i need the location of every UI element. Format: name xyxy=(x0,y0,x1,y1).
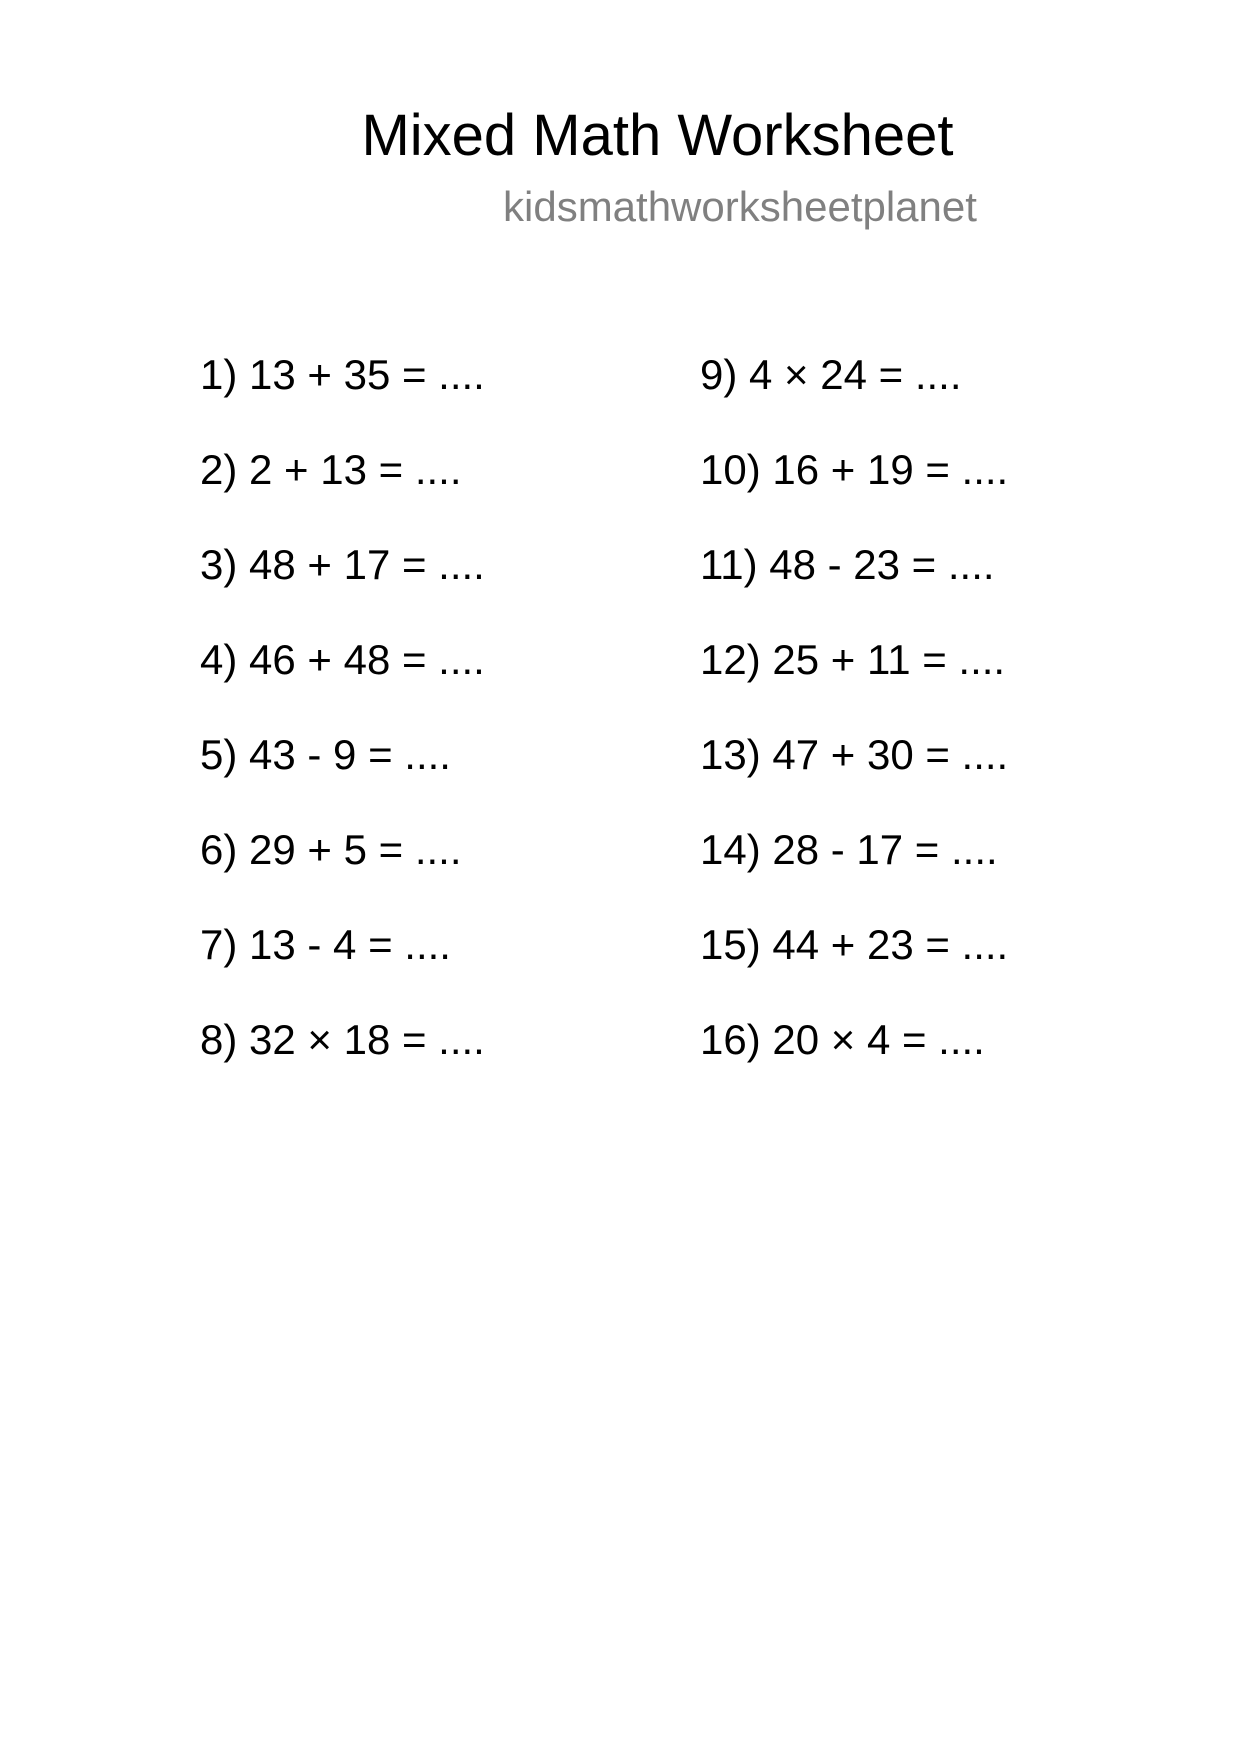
problem-item: 6) 29 + 5 = .... xyxy=(200,826,462,873)
problem-item: 4) 46 + 48 = .... xyxy=(200,636,485,683)
problem-item: 9) 4 × 24 = .... xyxy=(700,351,962,398)
problem-item: 8) 32 × 18 = .... xyxy=(200,1016,485,1063)
problem-item: 2) 2 + 13 = .... xyxy=(200,446,462,493)
problem-item: 3) 48 + 17 = .... xyxy=(200,541,485,588)
worksheet-source: kidsmathworksheetplanet xyxy=(503,183,977,230)
problem-item: 5) 43 - 9 = .... xyxy=(200,731,451,778)
problem-item: 1) 13 + 35 = .... xyxy=(200,351,485,398)
problem-item: 7) 13 - 4 = .... xyxy=(200,921,451,968)
problem-item: 15) 44 + 23 = .... xyxy=(700,921,1009,968)
problem-item: 13) 47 + 30 = .... xyxy=(700,731,1009,778)
worksheet-title: Mixed Math Worksheet xyxy=(361,103,954,168)
problems-column-right xyxy=(700,345,1008,1105)
problem-item: 12) 25 + 11 = .... xyxy=(700,636,1006,683)
problem-item: 10) 16 + 19 = .... xyxy=(700,446,1009,493)
problem-item: 11) 48 - 23 = .... xyxy=(700,541,995,588)
problem-item: 16) 20 × 4 = .... xyxy=(700,1016,985,1063)
problems-column-left xyxy=(200,345,485,1105)
problem-item: 14) 28 - 17 = .... xyxy=(700,826,998,873)
